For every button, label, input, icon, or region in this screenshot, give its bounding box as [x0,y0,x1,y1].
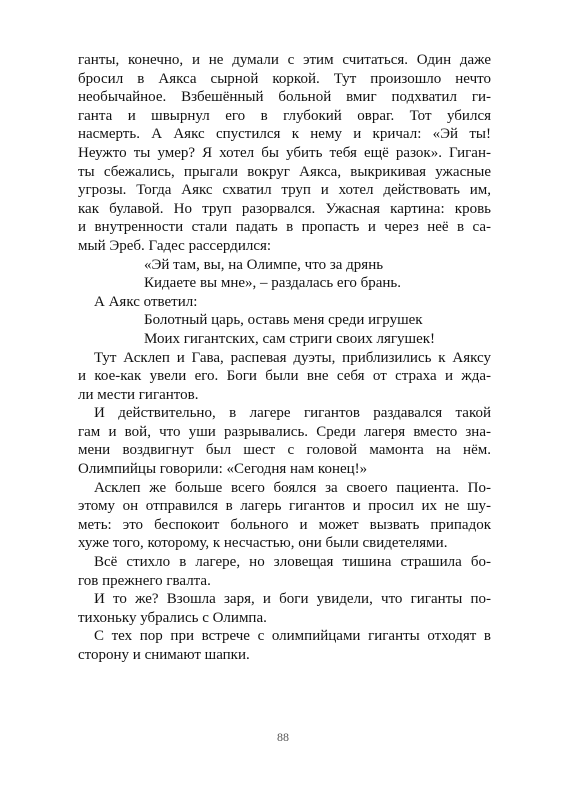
text-line: Неужто ты умер? Я хотел бы убить тебя ещё разок». Гиган- [78,144,491,161]
text-line: как булавой. Но труп разорвался. Ужасная картина: кровь [78,200,491,217]
text-line: тихоньку убрались с Олимпа. [78,609,267,626]
text-line: ганты, конечно, и не думали с этим считаться. Один даже [78,52,491,68]
text-line: сторону и снимают шапки. [78,647,250,663]
verse-line: «Эй там, вы, на Олимпе, что за дрянь [144,256,384,273]
text-line: С тех пор при встрече с олимпийцами гиганты отходят в [94,628,491,645]
verse-line: Кидаете вы мне», – раздалась его брань. [144,275,401,292]
text-line: хуже того, которому, к несчастью, они были свидетелями. [78,535,448,552]
text-line: насмерть. А Аякс спустился к нему и кричал: «Эй ты! [78,126,491,143]
text-line: И то же? Взошла заря, и боги увидели, что гиганты по- [94,591,491,608]
text-line: Тут Асклеп и Гава, распевая дуэты, приблизились к Аяксу [94,349,491,366]
text-line: Асклеп же больше всего боялся за своего пациента. По- [94,479,491,496]
verse-line: Болотный царь, оставь меня среди игрушек [144,312,423,329]
text-line: А Аякс ответил: [94,293,198,310]
text-line: гам и вой, что уши разрывались. Среди лагеря вместо зна- [78,423,491,440]
verse-line: Моих гигантских, сам стриги своих лягушек! [144,330,436,347]
page-body-text [78,51,491,665]
text-line: И действительно, в лагере гигантов раздавался такой [94,405,491,422]
text-line: необычайное. Взбешённый больной вмиг подхватил ги- [78,89,491,106]
text-line: ты сбежались, прыгали вокруг Аякса, выкрикивая ужасные [78,163,491,180]
text-line: Олимпийцы говорили: «Сегодня нам конец!» [78,461,368,478]
page-number: 88 [277,730,289,744]
text-line: Всё стихло в лагере, но зловещая тишина страшила бо- [94,554,491,571]
text-line: мый Эреб. Гадес рассердился: [78,237,272,254]
text-line: бросил в Аякса сырной коркой. Тут произошло нечто [78,70,491,87]
text-line: гов прежнего гвалта. [78,572,211,589]
text-line: угрозы. Тогда Аякс схватил труп и хотел действовать им, [78,182,491,199]
text-line: и кое-как увели его. Боги были вне себя от страха и жда- [78,368,491,385]
text-line: ганта и швырнул его в глубокий овраг. Тот убился [78,107,491,124]
text-line: этому он отправился в лагерь гигантов и просил их не шу- [78,498,491,515]
text-line: ли мести гигантов. [78,386,199,403]
text-line: меть: это беспокоит больного и может вызвать припадок [78,516,491,533]
text-line: и внутренности стали падать в пропасть и через неё в са- [78,219,491,236]
text-line: мени воздвигнут был шест с головой мамонта на нём. [78,442,491,459]
